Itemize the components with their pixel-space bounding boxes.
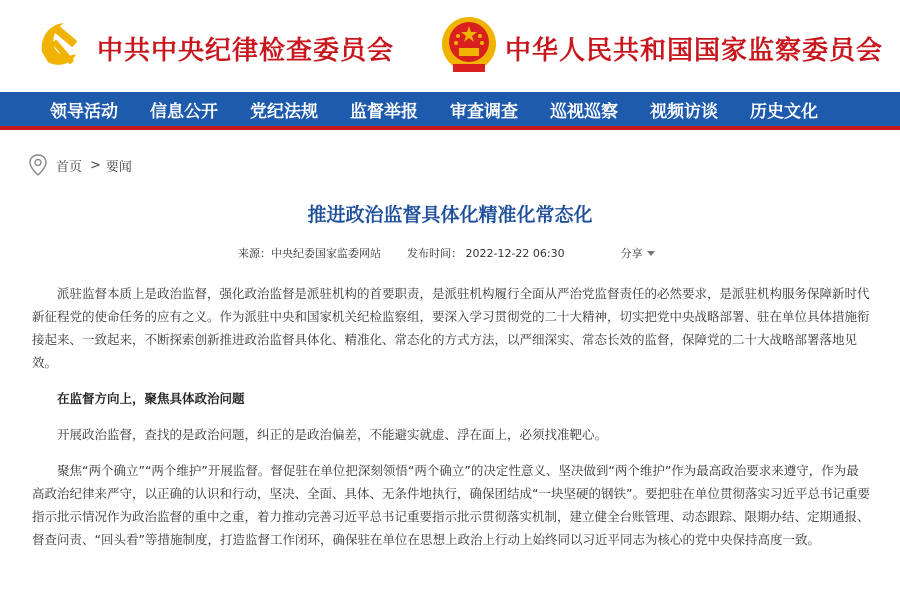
nav-item-regulations[interactable]: 党纪法规 [250,101,318,122]
article-paragraph: 开展政治监督，查找的是政治问题，纠正的是政治偏差，不能避实就虚、浮在面上，必须找准靶心。 [57,427,608,442]
site-header [0,0,900,92]
article-subheading: 在监督方向上，聚焦具体政治问题 [57,391,245,406]
nav-item-inspection[interactable]: 巡视巡察 [550,101,618,122]
article-paragraph: 聚焦“两个确立”“两个维护”开展监督。督促驻在单位把深刻领悟“两个确立”的决定性意义、坚决做到“两个维护”作为最高政治要求来遵守，作为最高政治纪律来严守，以正确的认识和行动，坚决、全面、具体、无条件地执行，确保团结成“一块坚硬的钢铁”。要把驻在单位贯彻落实习近平总书记重要指示批示情况作为政治监督的重中之重，着力推动完善习近平总书记重要指示批示贯彻落实机制，建立健全台账管理、动态跟踪、限期办结、定期通报、督查问责、“回头看”等措施制度，打造监督工作闭环，确保驻在单位在思想上政治上行动上始终同以习近平同志为核心的党中央保持高度一致。 [32,463,870,547]
main-nav [0,92,900,130]
share-label: 分享 [620,247,643,260]
article-body [32,282,870,564]
article-title: 推进政治监督具体化精准化常态化 [307,204,593,226]
commission-title[interactable]: 中共中央纪律检查委员会 [97,36,395,66]
nav-item-information[interactable]: 信息公开 [150,101,218,122]
breadcrumb-current-link[interactable]: 要闻 [105,159,132,175]
nav-item-leadership[interactable]: 领导活动 [50,101,118,122]
party-emblem-icon [30,14,90,74]
national-emblem-icon [440,14,498,76]
breadcrumb-separator: > [90,157,101,173]
supervision-commission-title[interactable]: 中华人民共和国国家监察委员会 [505,36,884,66]
nav-item-video[interactable]: 视频访谈 [650,101,718,122]
nav-item-reporting[interactable]: 监督举报 [350,101,418,122]
location-pin-icon [28,153,48,177]
nav-item-history[interactable]: 历史文化 [750,101,818,122]
article-paragraph: 派驻监督本质上是政治监督，强化政治监督是派驻机构的首要职责，是派驻机构履行全面从严治党监督责任的必然要求，是派驻机构服务保障新时代新征程党的使命任务的应有之义。作为派驻中央和国家机关纪检监察组，要深入学习贯彻党的二十大精神，切实把党中央战略部署、驻在单位具体措施衔接起来、一致起来，不断探索创新推进政治监督具体化、精准化、常态化的方式方法，以严细深实、常态长效的监督，保障党的二十大战略部署落地见效。 [32,286,870,370]
caret-down-icon [647,251,655,256]
article-meta [238,245,655,261]
nav-item-investigation[interactable]: 审查调查 [450,101,518,122]
article-publish-time: 发布时间： 2022-12-22 06:30 [407,247,565,260]
article-source: 来源：中央纪委国家监委网站 [238,247,381,260]
share-button[interactable] [621,245,655,261]
breadcrumb [28,153,132,177]
breadcrumb-home-link[interactable]: 首页 [56,159,83,175]
